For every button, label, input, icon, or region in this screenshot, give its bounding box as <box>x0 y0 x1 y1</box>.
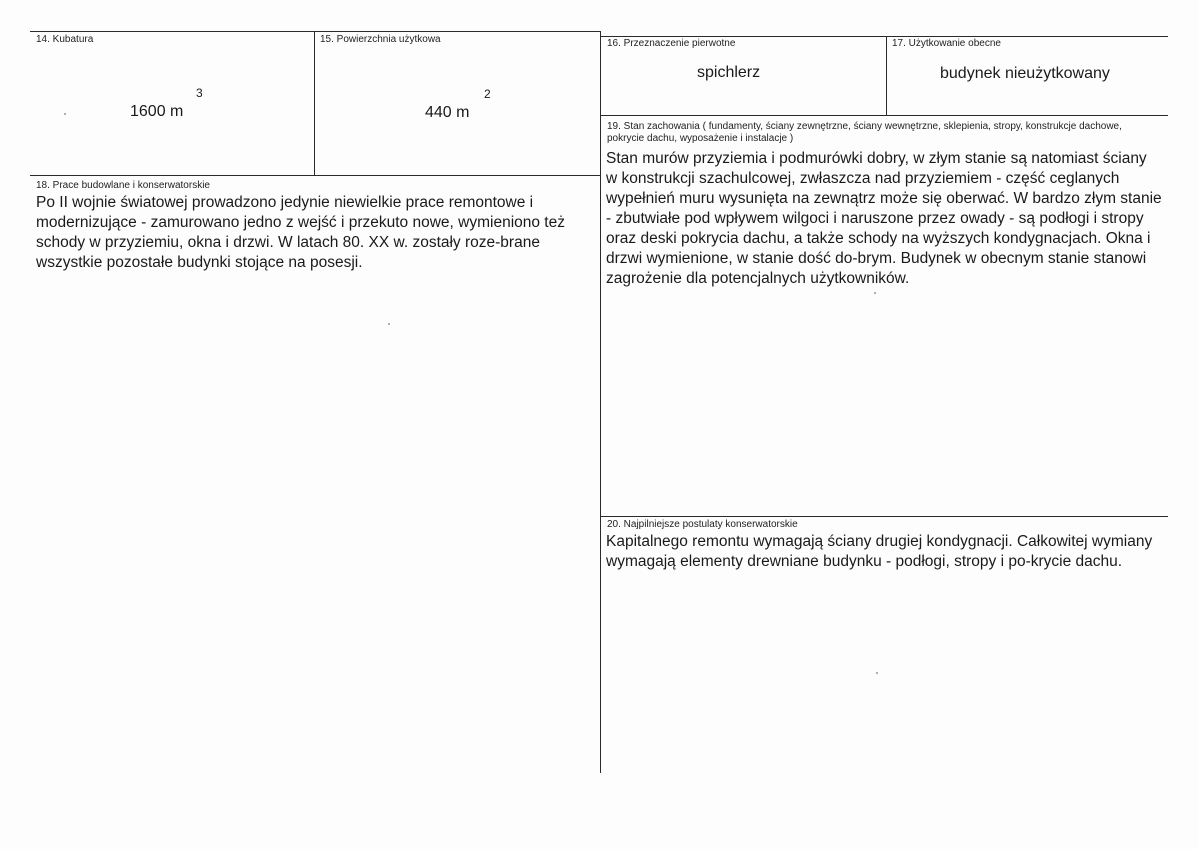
scan-speck <box>874 292 876 294</box>
divider-16-17 <box>886 36 887 115</box>
field-18-text: Po II wojnie światowej prowadzono jedynie niewielkie prace remontowe i modernizujące - zamurowano jedno z wejść i przekuto nowe, wymieniono też schody w przyziemiu, okna i drzwi. W latach 80. XX w. zostały roze-brane wszystkie pozostałe budynki stojące na posesji. <box>36 194 565 271</box>
top-rule-right <box>601 36 1168 37</box>
scan-speck <box>876 672 878 674</box>
field-19-label: 19. Stan zachowania ( fundamenty, ściany zewnętrzne, ściany wewnętrzne, sklepienia, stropy, konstrukcje dachowe, pokrycie dachu, wyposażenie i instalacje ) <box>607 121 1122 144</box>
field-20-label: 20. Najpilniejsze postulaty konserwatorskie <box>607 519 798 530</box>
field-15-exponent: 2 <box>484 87 491 101</box>
scan-speck <box>388 323 390 325</box>
rule-above-19 <box>601 115 1168 116</box>
field-14-label: 14. Kubatura <box>36 34 94 45</box>
divider-14-15 <box>314 31 315 175</box>
field-16-value: spichlerz <box>697 64 761 81</box>
field-14-exponent: 3 <box>196 86 203 100</box>
rule-above-18 <box>30 175 600 176</box>
field-16-label: 16. Przeznaczenie pierwotne <box>607 38 736 49</box>
field-15-label: 15. Powierzchnia użytkowa <box>320 34 441 45</box>
field-15-value: 440 m <box>425 104 470 121</box>
rule-above-20 <box>601 516 1168 517</box>
field-19-text: Stan murów przyziemia i podmurówki dobry, w złym stanie są natomiast ściany w konstrukcji szachulcowej, zwłaszcza nad przyziemiem - część ceglanych wypełnień muru wysunięta na zewnątrz może się oberwać. W bardzo złym stanie - zbutwiałe pod wpływem wilgoci i naruszone przez owady - są podłogi i stropy oraz deski pokrycia dachu, a także schody na wyższych kondygnacjach. Okna i drzwi wymienione, w stanie dość do-brym. Budynek w obecnym stanie stanowi zagrożenie dla potencjalnych użytkowników. <box>606 150 1162 287</box>
field-18-label: 18. Prace budowlane i konserwatorskie <box>36 180 210 191</box>
field-20-text: Kapitalnego remontu wymagają ściany drugiej kondygnacji. Całkowitej wymiany wymagają elementy drewniane budynku - podłogi, stropy i po-krycie dachu. <box>606 533 1153 570</box>
top-rule-left <box>30 31 600 32</box>
divider-left-right <box>600 31 601 773</box>
field-14-value: 1600 m <box>130 103 184 120</box>
scan-speck <box>64 113 66 115</box>
field-17-label: 17. Użytkowanie obecne <box>892 38 1001 49</box>
field-17-value: budynek nieużytkowany <box>940 65 1110 82</box>
